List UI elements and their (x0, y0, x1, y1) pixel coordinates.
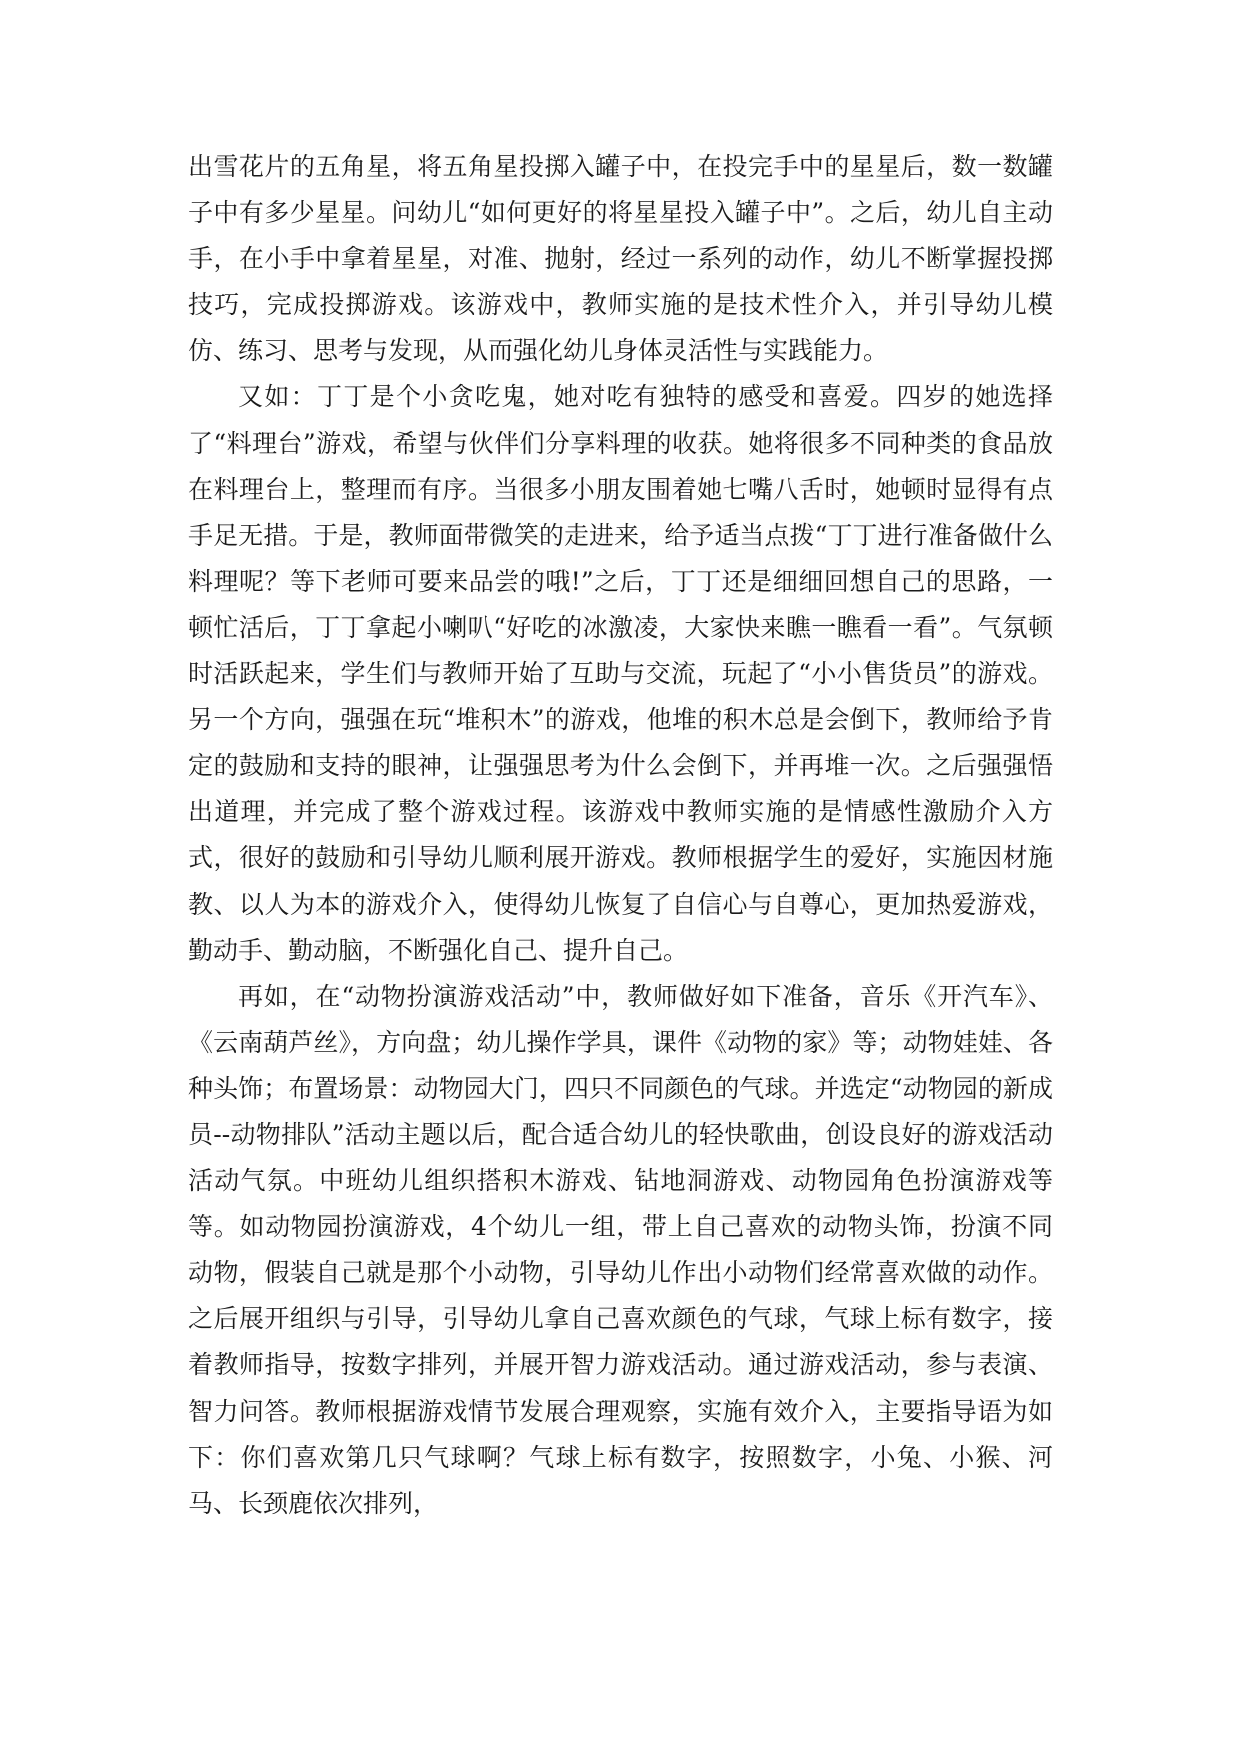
body-text (188, 144, 1053, 1527)
paragraph-1: 出雪花片的五角星，将五角星投掷入罐子中，在投完手中的星星后，数一数罐子中有多少星星。问幼儿“如何更好的将星星投入罐子中”。之后，幼儿自主动手，在小手中拿着星星，对准、抛射，经过一系列的动作，幼儿不断掌握投掷技巧，完成投掷游戏。该游戏中，教师实施的是技术性介入，并引导幼儿模仿、练习、思考与发现，从而强化幼儿身体灵活性与实践能力。 (188, 152, 1053, 366)
paragraph-2: 又如：丁丁是个小贪吃鬼，她对吃有独特的感受和喜爱。四岁的她选择了“料理台”游戏，希望与伙伴们分享料理的收获。她将很多不同种类的食品放在料理台上，整理而有序。当很多小朋友围着她七嘴八舌时，她顿时显得有点手足无措。于是，教师面带微笑的走进来，给予适当点拨“丁丁进行准备做什么料理呢？等下老师可要来品尝的哦!”之后，丁丁还是细细回想自己的思路，一顿忙活后，丁丁拿起小喇叭“好吃的冰激凌，大家快来瞧一瞧看一看”。气氛顿时活跃起来，学生们与教师开始了互助与交流，玩起了“小小售货员”的游戏。另一个方向，强强在玩“堆积木”的游戏，他堆的积木总是会倒下，教师给予肯定的鼓励和支持的眼神，让强强思考为什么会倒下，并再堆一次。之后强强悟出道理，并完成了整个游戏过程。该游戏中教师实施的是情感性激励介入方式，很好的鼓励和引导幼儿顺利展开游戏。教师根据学生的爱好，实施因材施教、以人为本的游戏介入，使得幼儿恢复了自信心与自尊心，更加热爱游戏，勤动手、勤动脑，不断强化自己、提升自己。 (188, 382, 1053, 965)
paragraph-3: 再如，在“动物扮演游戏活动”中，教师做好如下准备，音乐《开汽车》、《云南葫芦丝》，方向盘；幼儿操作学具，课件《动物的家》等；动物娃娃、各种头饰；布置场景：动物园大门，四只不同颜色的气球。并选定“动物园的新成员--动物排队”活动主题以后，配合适合幼儿的轻快歌曲，创设良好的游戏活动活动气氛。中班幼儿组织搭积木游戏、钻地洞游戏、动物园角色扮演游戏等等。如动物园扮演游戏，4个幼儿一组，带上自己喜欢的动物头饰，扮演不同动物，假装自己就是那个小动物，引导幼儿作出小动物们经常喜欢做的动作。之后展开组织与引导，引导幼儿拿自己喜欢颜色的气球，气球上标有数字，接着教师指导，按数字排列，并展开智力游戏活动。通过游戏活动，参与表演、智力问答。教师根据游戏情节发展合理观察，实施有效介入，主要指导语为如下：你们喜欢第几只气球啊？气球上标有数字，按照数字，小兔、小猴、河马、长颈鹿依次排列， (188, 981, 1053, 1518)
